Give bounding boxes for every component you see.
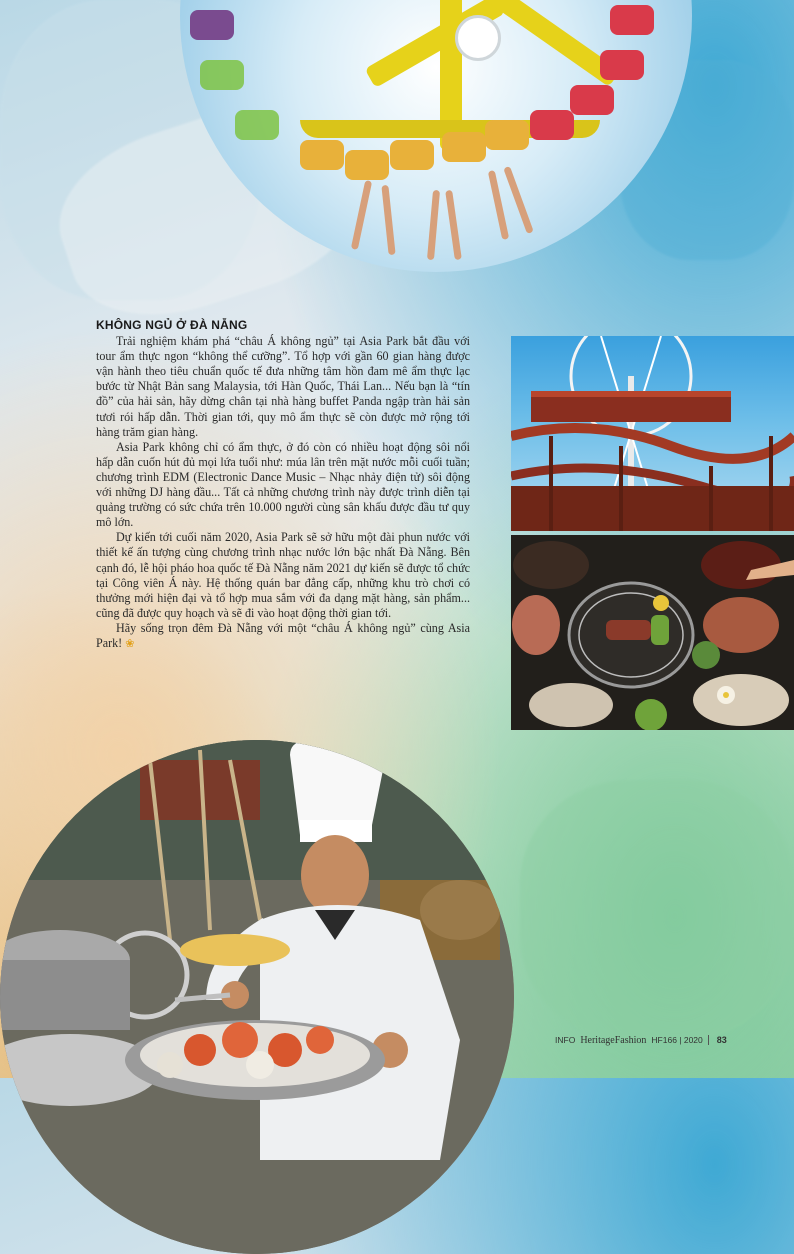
article-paragraph: Trải nghiệm khám phá “châu Á không ngủ” tại Asia Park bắt đầu với tour ẩm thực ngon “không thể cưỡng”. Tổ hợp với gần 60 gian hàng được vận hành theo tiêu chuẩn quốc tế đưa những tâm hồn đam mê ẩm thực lạc bước từ Nhật Bản sang Malaysia, tới Hàn Quốc, Thái Lan... Nếu bạn là “tín đồ” của hải sản, hãy dừng chân tại nhà hàng buffet Panda ngập tràn hải sản tươi rói hấp dẫn. Thời gian tới, quy mô ẩm thực sẽ còn được mở rộng tới hàng trăm gian hàng. [96, 334, 470, 439]
article-paragraph-last [96, 621, 470, 652]
bbq-food-photo [511, 535, 794, 730]
footer-divider [708, 1035, 709, 1045]
article [96, 318, 470, 652]
chef-seafood-photo [0, 740, 514, 1254]
page-number: 83 [716, 1035, 727, 1045]
roller-coaster-drawing [511, 336, 794, 531]
footer-issue: HF166 | 2020 [651, 1035, 703, 1045]
bbq-drawing [511, 535, 794, 730]
roller-coaster-photo [511, 336, 794, 531]
lotus-icon: ❀ [125, 637, 135, 650]
article-paragraph: Asia Park không chỉ có ẩm thực, ở đó còn có nhiều hoạt động sôi nổi hấp dẫn cuốn hút đủ mọi lứa tuổi như: múa lân trên mặt nước mỗi cuối tuần; chương trình EDM (Electronic Dance Music – Nhạc nhảy điện tử) sôi động với những DJ hàng đầu... Tất cả những chương trình này được trình diễn tại quảng trường có sức chứa trên 10.000 người cùng sân khấu được đầu tư quy mô lớn. [96, 439, 470, 530]
article-paragraph: Dự kiến tới cuối năm 2020, Asia Park sẽ sở hữu một đài phun nước với thiết kế ấn tượng cùng chương trình nhạc nước lớn bậc nhất Đà Nẵng. Bên cạnh đó, lễ hội pháo hoa quốc tế Đà Nẵng năm 2021 dự kiến sẽ được tổ chức tại Công viên Á này. Hệ thống quán bar đẳng cấp, những khu trò chơi có thưởng mới hiện đại và tổ hợp mua sắm với đa dạng mặt hàng, sản phẩm... cũng đã được quy hoạch và sẽ đi vào hoạt động thời gian tới. [96, 530, 470, 620]
background-brush [520, 780, 794, 1040]
page-footer [555, 1033, 755, 1047]
chef-drawing [0, 740, 514, 1254]
footer-section: INFO [555, 1035, 576, 1045]
article-closing-text: Hãy sống trọn đêm Đà Nẵng với một “châu Á không ngủ” cùng Asia Park! [96, 620, 470, 650]
article-heading: KHÔNG NGỦ Ở ĐÀ NẴNG [96, 318, 248, 332]
footer-brand: HeritageFashion [580, 1034, 647, 1046]
